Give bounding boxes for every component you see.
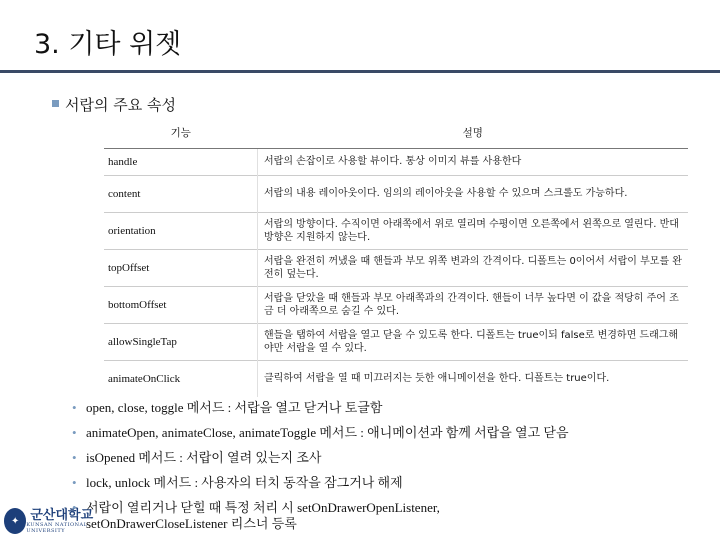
method-bullet-list xyxy=(72,400,569,532)
description-cell: 서랍을 완전히 꺼냈을 때 핸들과 부모 위쪽 변과의 간격이다. 디폴트는 0이어서 서랍이 부모를 완전히 덮는다. xyxy=(258,250,689,287)
table-row xyxy=(104,361,688,398)
table-row xyxy=(104,287,688,324)
description-cell: 서랍의 내용 레이아웃이다. 임의의 레이아웃을 사용할 수 있으며 스크롤도 가능하다. xyxy=(258,176,689,213)
table-row xyxy=(104,149,688,176)
list-item: • isOpened 메서드 : 서랍이 열려 있는지 조사 xyxy=(72,450,569,475)
feature-cell: bottomOffset xyxy=(104,287,258,324)
logo-name: 군산대학교 xyxy=(30,507,94,523)
feature-cell: handle xyxy=(104,149,258,176)
table-row xyxy=(104,250,688,287)
section-heading xyxy=(52,94,176,115)
feature-cell: allowSingleTap xyxy=(104,324,258,361)
feature-cell: orientation xyxy=(104,213,258,250)
description-cell: 서랍의 손잡이로 사용할 뷰이다. 통상 이미지 뷰를 사용한다 xyxy=(258,149,689,176)
square-bullet-icon xyxy=(52,100,59,107)
university-logo xyxy=(4,504,114,538)
list-item: • lock, unlock 메서드 : 사용자의 터치 동작을 잠그거나 해제 xyxy=(72,475,569,500)
list-item: • open, close, toggle 메서드 : 서랍을 열고 닫거나 토글함 xyxy=(72,400,569,425)
title-divider xyxy=(0,70,720,73)
table-header-row xyxy=(104,116,688,149)
description-cell: 서랍의 방향이다. 수직이면 아래쪽에서 위로 열리며 수평이면 오른쪽에서 왼쪽으로 열린다. 반대 방향은 지원하지 않는다. xyxy=(258,213,689,250)
slide-title: 3. 기타 위젯 xyxy=(34,29,182,60)
feature-cell: content xyxy=(104,176,258,213)
feature-cell: topOffset xyxy=(104,250,258,287)
section-heading-text: 서랍의 주요 속성 xyxy=(65,96,176,114)
table-header-description: 설명 xyxy=(258,116,689,149)
feature-cell: animateOnClick xyxy=(104,361,258,398)
description-cell: 핸들을 탭하여 서랍을 열고 닫을 수 있도록 한다. 디폴트는 true이되 false로 변경하면 드래그해야만 서랍을 열 수 있다. xyxy=(258,324,689,361)
table-row xyxy=(104,213,688,250)
table-row xyxy=(104,176,688,213)
seal-icon: ✦ xyxy=(4,508,26,534)
table-row xyxy=(104,324,688,361)
list-item: • 서랍이 열리거나 닫힐 때 특정 처리 시 setOnDrawerOpenListener, setOnDrawerCloseListener 리스너 등록 xyxy=(72,500,556,532)
properties-table xyxy=(104,116,688,397)
description-cell: 서랍을 닫았을 때 핸들과 부모 아래쪽과의 간격이다. 핸들이 너무 높다면 이 값을 적당히 주어 조금 더 아래쪽으로 숨길 수 있다. xyxy=(258,287,689,324)
table-header-feature: 기능 xyxy=(104,116,258,149)
list-item: • animateOpen, animateClose, animateToggle 메서드 : 애니메이션과 함께 서랍을 열고 닫음 xyxy=(72,425,569,450)
description-cell: 클릭하여 서랍을 열 때 미끄러지는 듯한 애니메이션을 한다. 디폴트는 true이다. xyxy=(258,361,689,398)
logo-subtitle: KUNSAN NATIONAL UNIVERSITY xyxy=(26,521,88,534)
